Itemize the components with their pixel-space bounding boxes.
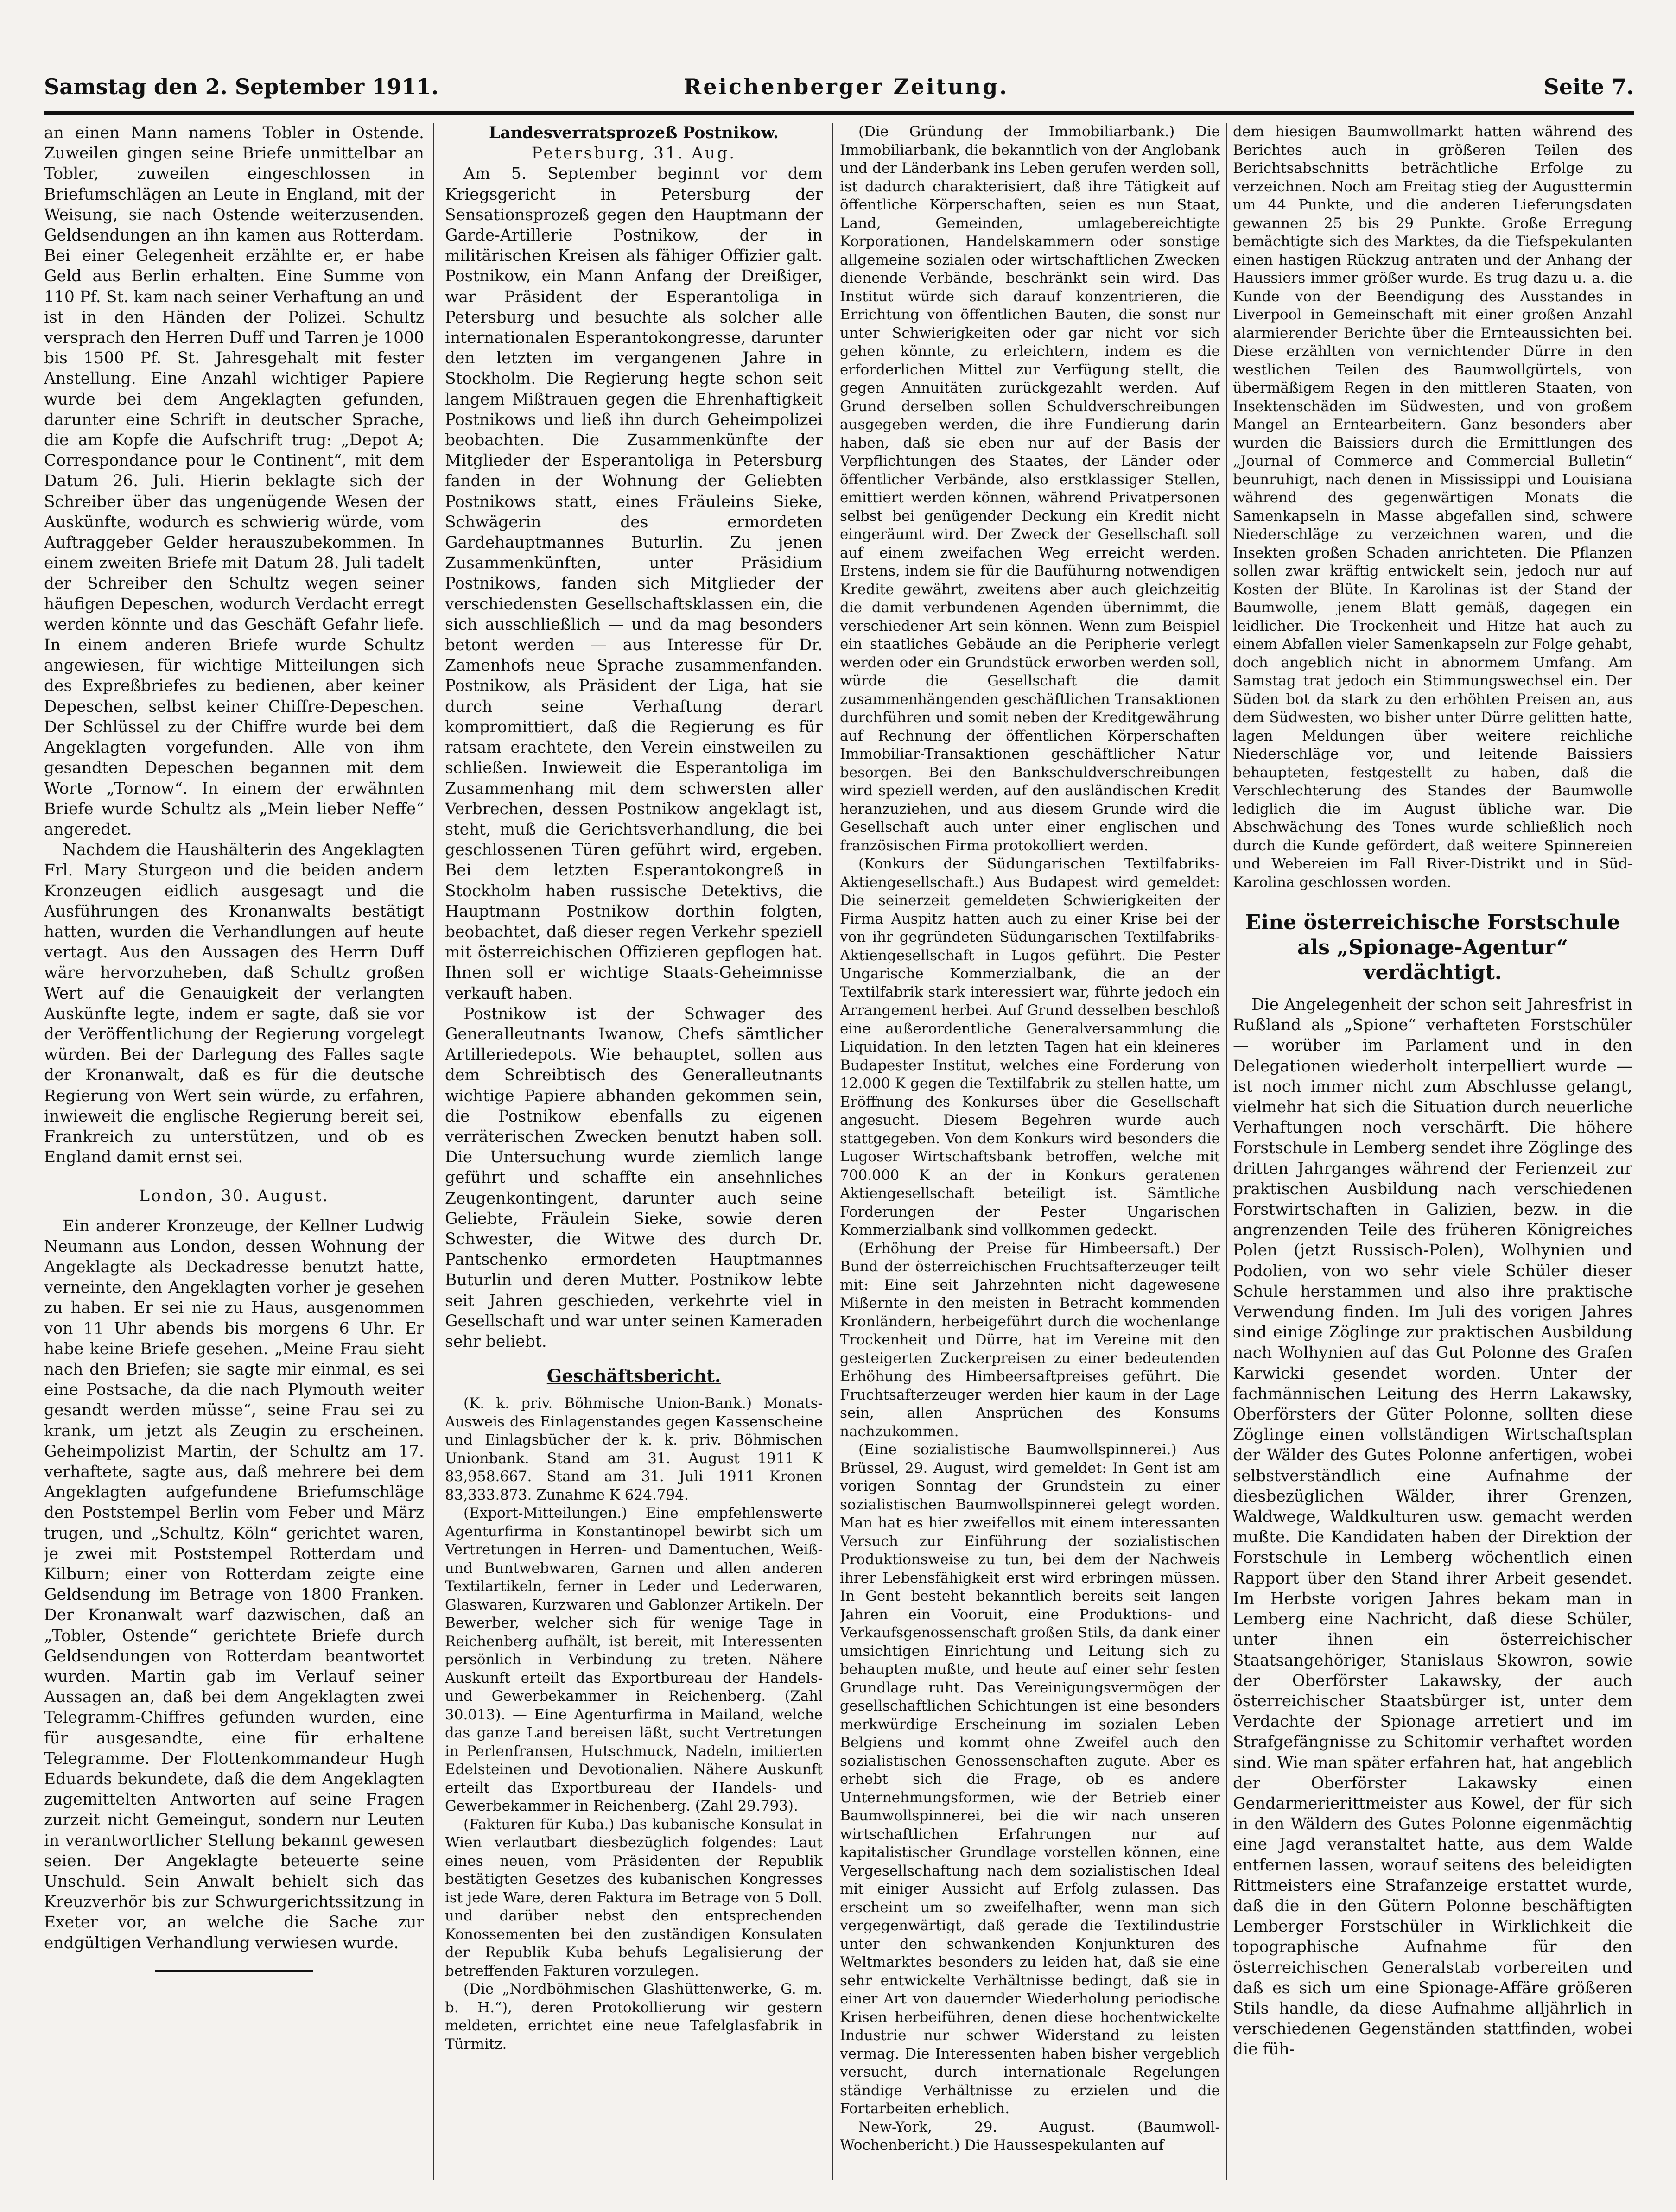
column-rule xyxy=(433,123,434,2180)
article-headline: Landesverratsprozeß Postnikow. xyxy=(489,124,779,142)
masthead-title: Reichenberger Zeitung. xyxy=(684,74,1009,99)
article-paragraph: Nachdem die Haushälterin des Angeklagten Frl. Mary Sturgeon und die beiden andern Kronzeugen eidlich ausgesagt und die Ausführungen des Kronanwalts bestätigt hatten, wurden die Verhandlungen auf heute vertagt. Aus den Aussagen des Herrn Duff wäre hervorzuheben, daß Schultz großen Wert auf die Genauigkeit der verlangten Auskünfte legte, indem er sagte, daß sie vor der Veröffentlichung der Regierung vorgelegt würden. Bei der Darlegung des Falles sagte der Kronanwalt, daß es für die deutsche Regierung von Wert sein würde, zu erfahren, inwieweit die englische Regierung bereit sei, Frankreich zu unterstützen, und ob es England damit ernst sei. xyxy=(44,841,424,1167)
article-paragraph: Am 5. September beginnt vor dem Kriegsgericht in Petersburg der Sensationsprozeß gegen den Hauptmann der Garde-Artillerie Postnikow, der in militärischen Kreisen als fähiger Offizier galt. Postnikow, ein Mann Anfang der Dreißiger, war Präsident der Esperantoliga in Petersburg und besuchte als solcher alle internationalen Esperantokongresse, darunter den letzten im vergangenen Jahre in Stockholm. Die Regierung hegte schon seit langem Mißtrauen gegen die Ehrenhaftigkeit Postnikows und ließ ihn durch Geheimpolizei beobachten. Die Zusammenkünfte der Mitglieder der Esperantoliga in Petersburg fanden in der Wohnung der Geliebten Postnikows statt, eines Fräuleins Sieke, Schwägerin des ermordeten Gardehauptmannes Buturlin. Zu jenen Zusammenkünften, unter Präsidium Postnikows, fanden sich Mitglieder der verschiedensten Gesellschaftsklassen ein, die sich ausschließlich — und da mag besonders betont werden — aus Interesse für Dr. Zamenhofs neue Sprache zusammenfanden. Postnikow, als Präsident der Liga, hat sie durch seine Verhaftung derart kompromittiert, daß die Regierung es für ratsam erachtete, den Verein einstweilen zu schließen. Inwieweit die Esperantoliga im Zusammenhang mit dem schwersten aller Verbrechen, dessen Postnikow angeklagt ist, steht, muß die Gerichtsverhandlung, die bei geschlossenen Türen geführt wird, ergeben. Bei dem letzten Esperantokongreß in Stockholm haben russische Detektivs, die Hauptmann Postnikow dorthin folgten, beobachtet, daß dieser regen Verkehr speziell mit österreichischen Offizieren gepflogen hat. Ihnen soll er wichtige Staats-Geheimnisse verkauft haben. xyxy=(445,165,823,1003)
column-3 xyxy=(840,123,1220,2180)
article-paragraph: Ein anderer Kronzeuge, der Kellner Ludwig Neumann aus London, dessen Wohnung der Angeklagte als Deckadresse benutzt hatte, verneinte, den Angeklagten vorher je gesehen zu haben. Er sei nie zu Haus, ausgenommen von 11 Uhr abends bis morgens 6 Uhr. Er habe keine Briefe gesehen. „Meine Frau sieht nach den Briefen; sie sagte mir einmal, es sei eine Postsache, da die nach Plymouth weiter gesandt werden müsse“, seine Frau sei zu krank, um jetzt als Zeugin zu erscheinen. Geheimpolizist Martin, der Schultz am 17. verhaftete, sagte aus, daß mehrere bei dem Angeklagten aufgefundene Briefumschläge den Poststempel Berlin vom Feber und März trugen, und „Schultz, Köln“ gerichtet waren, je zwei mit Poststempel Rotterdam und Kilburn; einer von Rotterdam zeigte eine Geldsendung im Betrage von 1800 Franken. Der Kronanwalt warf dazwischen, daß an „Tobler, Ostende“ gerichtete Briefe durch Geldsendungen von Rotterdam beantwortet wurden. Martin gab im Verlauf seiner Aussagen an, daß bei dem Angeklagten zwei Telegramm-Chiffres gefunden wurden, eine für ausgesandte, eine für erhaltene Telegramme. Der Flottenkommandeur Hugh Eduards bekundete, daß die dem Angeklagten zugemittelten Antworten auf seine Fragen zurzeit nicht Gemeingut, sondern nur Leuten in verantwortlicher Stellung bekannt gewesen seien. Der Angeklagte beteuerte seine Unschuld. Sein Anwalt behielt sich das Kreuzverhör bis zur Schwurgerichtssitzung in Exeter vor, an welche die Sache zur endgültigen Verhandlung verwiesen wurde. xyxy=(44,1217,424,1952)
business-item: (K. k. priv. Böhmische Union-Bank.) Monats-Ausweis des Einlagenstandes gegen Kassenscheine und Einlagsbücher der k. k. priv. Böhmischen Unionbank. Stand am 31. August 1911 K 83,958.667. Stand am 31. Juli 1911 Kronen 83,333.873. Zunahme K 624.794. xyxy=(445,1395,823,1503)
column-1 xyxy=(44,123,424,2180)
business-item: (Konkurs der Südungarischen Textilfabriks-Aktiengesellschaft.) Aus Budapest wird gemeldet: Die seinerzeit gemeldeten Schwierigkeiten der Firma Auspitz hatten auch zu einer Krise bei der von ihr gegründeten Südungarischen Textilfabriks-Aktiengesellschaft in Lugos geführt. Die Pester Ungarische Kommerzialbank, die an der Textilfabrik stark interessiert war, führte jedoch ein Arrangement herbei. Auf Grund desselben beschloß eine außerordentliche Generalversammlung die Liquidation. In den letzten Tagen hat ein kleineres Budapester Institut, welches eine Forderung von 12.000 K gegen die Textilfabrik zu stellen hatte, um Eröffnung des Konkurses über die Gesellschaft angesucht. Diesem Begehren wurde auch stattgegeben. Von dem Konkurs wird besonders die Lugoser Wirtschaftsbank betroffen, welche mit 700.000 K an der in Konkurs geratenen Aktiengesellschaft beteiligt ist. Sämtliche Forderungen der Pester Ungarischen Kommerzialbank sind vollkommen gedeckt. xyxy=(840,856,1220,1238)
dateline: Petersburg, 31. Aug. xyxy=(531,144,736,163)
article-paragraph: Die Angelegenheit der schon seit Jahresfrist in Rußland als „Spione“ verhafteten Forstschüler — worüber im Parlament und in den Delegationen wiederholt interpelliert wurde — ist noch immer nicht zum Abschlusse gelangt, vielmehr hat sich die Situation durch neuerliche Verhaftungen noch verschärft. Die höhere Forstschule in Lemberg sendet ihre Zöglinge des dritten Jahrganges während der Ferienzeit zur praktischen Ausbildung nach verschiedenen Forstwirtschaften in Galizien, bezw. in die angrenzenden Teile des früheren Königreiches Polen (jetzt Russisch-Polen), Wolhynien und Podolien, von wo sehr viele Schüler dieser Schule herstammen und also ihre praktische Verwendung finden. Im Juli des vorigen Jahres sind einige Zöglinge zur praktischen Ausbildung nach Wolhynien auf das Gut Polonne des Grafen Karwicki gesendet worden. Unter der fachmännischen Leitung des Herrn Lakawsky, Oberförsters der Güter Polonne, sollten diese Zöglinge einen vollständigen Wirtschaftsplan der Wälder des Gutes Polonne anfertigen, wobei selbstverständlich eine Aufnahme der diesbezüglichen Wälder, ihrer Grenzen, Waldwege, Waldkulturen usw. gemacht werden mußte. Die Kandidaten haben der Direktion der Forstschule in Lemberg wöchentlich einen Rapport über den Stand ihrer Arbeit gesendet. Im Herbste vorigen Jahres bekam man in Lemberg eine Nachricht, daß diese Schüler, unter ihnen ein österreichischer Staatsangehöriger, Stanislaus Skowron, sowie der Oberförster Lakawsky, der auch österreichischer Staatsbürger ist, unter dem Verdachte der Spionage arretiert und im Strafgefängnisse zu Schitomir verhaftet worden sind. Wie man später erfahren hat, hat angeblich der Oberförster Lakawsky einen Gendarmerierittmeister aus Kowel, der für sich in den Wäldern des Gutes Polonne eigenmächtig eine Jagd veranstaltet hatte, aus dem Walde entfernen lassen, worauf seitens des beleidigten Rittmeisters eine Strafanzeige erstattet wurde, daß die in den Gütern Polonne beschäftigten Lemberger Forstschüler in Wirklichkeit die topographische Aufnahme für den österreichischen Generalstab vorbereiten und daß es sich um eine Spionage-Affäre größeren Stils handle, da diese Aufnahme alljährlich in verschiedenen Gegenständen stattfinden, wobei die füh- xyxy=(1233,995,1632,2059)
business-item: dem hiesigen Baumwollmarkt hatten während des Berichtes auch in größeren Teilen des Berichtsabschnitts beträchtliche Erfolge zu verzeichnen. Noch am Freitag stieg der Augusttermin um 44 Punkte, und die anderen Lieferungsdaten gewannen 25 bis 29 Punkte. Große Erregung bemächtigte sich des Marktes, da die Tiefspekulanten einen hastigen Rückzug antraten und der Anhang der Haussiers immer größer wurde. Es trug dazu u. a. die Kunde von der Beendigung des Ausstandes in Liverpool in Gemeinschaft mit einer großen Anzahl alarmierender Berichte über die Ernteaussichten bei. Diese erzählten von vernichtender Dürre in den westlichen Teilen des Baumwollgürtels, von übermäßigem Regen in den mittleren Staaten, von Insektenschäden im Südwesten, und von großem Mangel an Erntearbeitern. Ganz besonders aber wurden die Baissiers durch die Ermittlungen des „Journal of Commerce and Commercial Bulletin“ beunruhigt, nach denen in Mississippi und Louisiana während des gegenwärtigen Monats die Samenkapseln in Masse abgefallen sind, schwere Niederschläge zu verzeichnen waren, und die Insekten großen Schaden anrichteten. Die Pflanzen sollen zwar kräftig entwickelt sein, jedoch nur auf Kosten der Blüte. In Karolinas ist der Stand der Baumwolle, jenem Blatt gemäß, dagegen ein leidlicher. Die Trockenheit und Hitze hat auch zu einem Abfallen vieler Samenkapseln zur Folge gehabt, doch angeblich nicht in abnormem Umfang. Am Samstag trat jedoch ein Stimmungswechsel ein. Der Süden bot da stark zu den erhöhten Preisen an, aus dem Südwesten, wo bisher unter Dürre gelitten hatte, lagen Meldungen über weitere reichliche Niederschläge vor, und leitende Baissiers behaupteten, festgestellt zu haben, daß die Verschlechterung des Standes der Baumwolle lediglich die im August übliche war. Die Abschwächung des Tones wurde schließlich noch durch die Kunde gefördert, daß weitere Spinnereien und Webereien im Fall River-Distrikt und in Süd-Karolina geschlossen worden. xyxy=(1233,123,1632,891)
business-item: (Die „Nordböhmischen Glashüttenwerke, G. m. b. H.“), deren Protokollierung wir gestern meldeten, errichtet eine neue Tafelglasfabrik in Türmitz. xyxy=(445,1981,823,2053)
business-item: (Fakturen für Kuba.) Das kubanische Konsulat in Wien verlautbart diesbezüglich folgendes: Laut eines neuen, vom Präsidenten der Republik bestätigten Gesetzes des kubanischen Kongresses ist jede Ware, deren Faktura im Betrage von 5 Doll. und darüber nebst den entsprechenden Konossementen bei den zuständigen Konsulaten der Republik Kuba behufs Legalisierung der betreffenden Fakturen vorzulegen. xyxy=(445,1816,823,1979)
article-headline: Eine österreichische Forstschule als „Spionage-Agentur“ verdächtigt. xyxy=(1245,911,1620,984)
page-header xyxy=(44,70,1634,115)
end-rule xyxy=(155,1970,313,1972)
column-2 xyxy=(445,123,823,2180)
business-item: (Die Gründung der Immobiliarbank.) Die Immobiliarbank, die bekanntlich von der Anglobank und der Länderbank ins Leben gerufen werden soll, ist dadurch charakterisiert, daß ihre Tätigkeit auf öffentliche Körperschaften, seien es nun Staat, Land, Gemeinden, umlagebereichtigte Korporationen, Handelskammern oder sonstige allgemeine sozialen oder wirtschaftlichen Zwecken dienende Verbände, beschränkt sein wird. Das Institut würde sich darauf konzentrieren, die Errichtung von öffentlichen Bauten, die sonst nur unter Schwierigkeiten oder gar nicht vor sich gehen könnte, zu erleichtern, indem es die erforderlichen Mittel zur Verfügung stellt, die gegen Annuitäten zurückgezahlt werden. Auf Grund derselben sollen Schuldverschreibungen ausgegeben werden, die ihre Fundierung darin haben, daß sie eben nur auf der Basis der Verpflichtungen des Staates, der Länder oder öffentlicher Verbände, also erstklassiger Stellen, emittiert werden können, während Privatpersonen selbst bei genügender Deckung ein Kredit nicht eingeräumt wird. Der Zweck der Gesellschaft soll auf einem zweifachen Weg erreicht werden. Erstens, indem sie für die Baufühurng notwendigen Kredite gewährt, zweitens aber auch gleichzeitig die damit verbundenen Agenden übernimmt, die verschiedener Art sein können. Wenn zum Beispiel ein staatliches Gebäude an die Peripherie verlegt werden oder ein Grundstück erworben werden soll, würde die Gesellschaft die damit zusammenhängenden geschäftlichen Transaktionen durchführen und somit neben der Kreditgewährung auf Rechnung der öffentlichen Körperschaften Immobiliar-Transaktionen geschäftlicher Natur besorgen. Bei den Bankschuldverschreibungen wird speziell werden, auf den ausländischen Kredit heranzuziehen, und aus diesem Grunde wird die Gesellschaft auch unter einer englischen und französischen Firma protokolliert werden. xyxy=(840,123,1220,854)
column-4 xyxy=(1233,123,1632,2180)
page-number: Seite 7. xyxy=(1543,74,1634,99)
business-item: New-York, 29. August. (Baumwoll-Wochenbericht.) Die Haussespekulanten auf xyxy=(840,2118,1220,2154)
business-item: (Eine sozialistische Baumwollspinnerei.) Aus Brüssel, 29. August, wird gemeldet: In Gent ist am vorigen Sonntag der Grundstein zu einer sozialistischen Baumwollspinnerei gelegt worden. Man hat es hier zweifellos mit einem interessanten Versuch zur Einführung der sozialistischen Produktionsweise zu tun, bei dem der Nachweis ihrer Lebensfähigkeit erst wird erbringen müssen. In Gent besteht bekanntlich bereits seit langen Jahren ein Vooruit, eine Produktions- und Verkaufsgenossenschaft großen Stils, da dank einer umsichtigen Einrichtung und Leitung sich zu behaupten mußte, und heute auf einer sehr festen Grundlage ruht. Das Vereinigungsvermögen der gesellschaftlichen Schichtungen ist eine besonders merkwürdige Erscheinung im sozialen Leben Belgiens und kommt ohne Zweifel auch den sozialistischen Genossenschaften zugute. Aber es erhebt sich die Frage, ob es andere Unternehmungsformen, wie der Betrieb einer Baumwollspinnerei, bei die wir nach unseren wirtschaftlichen Erfahrungen nur auf kapitalistischer Grundlage vorstellen können, eine Vergesellschaftung nach dem sozialistischen Ideal mit einiger Aussicht auf Erfolg zulassen. Das erscheint um so zweifelhafter, wenn man sich vergegenwärtigt, daß gerade die Textilindustrie unter den schwankenden Konjunkturen des Weltmarktes besonders zu leiden hat, daß sie eine sehr entwickelte Verhältnisse bedingt, daß sie in einer Art von dauernder Wiederholung periodische Krisen herbeiführen, denen diese hochentwickelte Industrie nur schwer Widerstand zu leisten vermag. Die Interessenten haben bisher vergeblich versucht, durch internationale Regelungen ständige Verhältnisse zu erzielen und die Fortarbeiten erheblich. xyxy=(840,1441,1220,2117)
column-rule xyxy=(1226,123,1227,2180)
article-paragraph: an einen Mann namens Tobler in Ostende. Zuweilen gingen seine Briefe unmittelbar an Tobler, zuweilen eingeschlossen in Briefumschlägen an Leute in England, mit der Weisung, sie nach Ostende weiterzusenden. Geldsendungen an ihn kamen aus Rotterdam. Bei einer Gelegenheit erzählte er, er habe Geld aus Berlin erhalten. Eine Summe von 110 Pf. St. kam nach seiner Verhaftung an und ist in den Händen der Polizei. Schultz versprach den Herren Duff und Tarren je 1000 bis 1500 Pf. St. Jahresgehalt mit fester Anstellung. Eine Anzahl wichtiger Papiere wurde bei dem Angeklagten gefunden, darunter eine Schrift in deutscher Sprache, die am Kopfe die Aufschrift trug: „Depot A; Correspondance pour le Continent“, mit dem Datum 26. Juli. Hierin beklagte sich der Schreiber über das ungenügende Wesen der Auskünfte, wodurch es schwierig würde, vom Auftraggeber Gelder herauszubekommen. In einem zweiten Briefe mit Datum 28. Juli tadelt der Schreiber den Schultz wegen seiner häufigen Depeschen, wodurch Verdacht erregt werden könnte und das Geschäft Gefahr liefe. In einem anderen Briefe wurde Schultz angewiesen, für wichtige Mitteilungen sich des Expreßbriefes zu bedienen, aber keiner Depeschen, selbst keiner Chiffre-Depeschen. Der Schlüssel zu der Chiffre wurde bei dem Angeklagten vorgefunden. Alle von ihm gesandten Depeschen begannen mit dem Worte „Tornow“. In einem der erwähnten Briefe wurde Schultz als „Mein lieber Neffe“ angeredet. xyxy=(44,124,424,839)
column-rule xyxy=(832,123,833,2180)
header-date: Samstag den 2. September 1911. xyxy=(44,74,439,99)
business-item: (Export-Mitteilungen.) Eine empfehlenswerte Agenturfirma in Konstantinopel bewirbt sich um Vertretungen in Herren- und Damentuchen, Weiß- und Buntwebwaren, Garnen und allen anderen Textilartikeln, ferner in Leder und Lederwaren, Glaswaren, Kurzwaren und Gablonzer Artikeln. Der Bewerber, welcher sich für wenige Tage in Reichenberg aufhält, ist bereit, mit Interessenten persönlich in Verbindung zu treten. Nähere Auskunft erteilt das Exportbureau der Handels- und Gewerbekammer in Reichenberg. (Zahl 30.013). — Eine Agenturfirma in Mailand, welche das ganze Land bereisen läßt, sucht Vertretungen in Perlenfransen, Hutschmuck, Nadeln, imitierten Edelsteinen und Devotionalien. Nähere Auskunft erteilt das Exportbureau der Handels- und Gewerbekammer in Reichenberg. (Zahl 29.793). xyxy=(445,1505,823,1815)
dateline: London, 30. August. xyxy=(139,1187,329,1206)
business-item: (Erhöhung der Preise für Himbeersaft.) Der Bund der österreichischen Fruchtsafterzeuger teilt mit: Eine seit Jahrzehnten nicht dagewesene Mißernte in den meisten in Betracht kommenden Kronländern, herbeigeführt durch die wochenlange Trockenheit und Dürre, hat im Vereine mit den gesteigerten Zuckerpreisen zu einer bedeutenden Erhöhung des Himbeersaftpreises geführt. Die Fruchtsafterzeuger werden hier kaum in der Lage sein, allen Ansprüchen des Konsums nachzukommen. xyxy=(840,1240,1220,1440)
article-paragraph: Postnikow ist der Schwager des Generalleutnants Iwanow, Chefs sämtlicher Artilleriedepots. Wie behauptet, sollen aus dem Schreibtisch des Generalleutnants wichtige Papiere abhanden gekommen sein, die Postnikow ebenfalls zu eigenen verräterischen Zwecken benutzt haben soll. Die Untersuchung wurde ziemlich lange geführt und schaffte ein ansehnliches Zeugenkontingent, darunter auch seine Geliebte, Fräulein Sieke, sowie deren Schwester, die Witwe des durch Dr. Pantschenko ermordeten Hauptmannes Buturlin und deren Mutter. Postnikow lebte seit Jahren geschieden, verkehrte viel in Gesellschaft und war unter seinen Kameraden sehr beliebt. xyxy=(445,1004,823,1351)
section-heading: Geschäftsbericht. xyxy=(546,1365,721,1387)
